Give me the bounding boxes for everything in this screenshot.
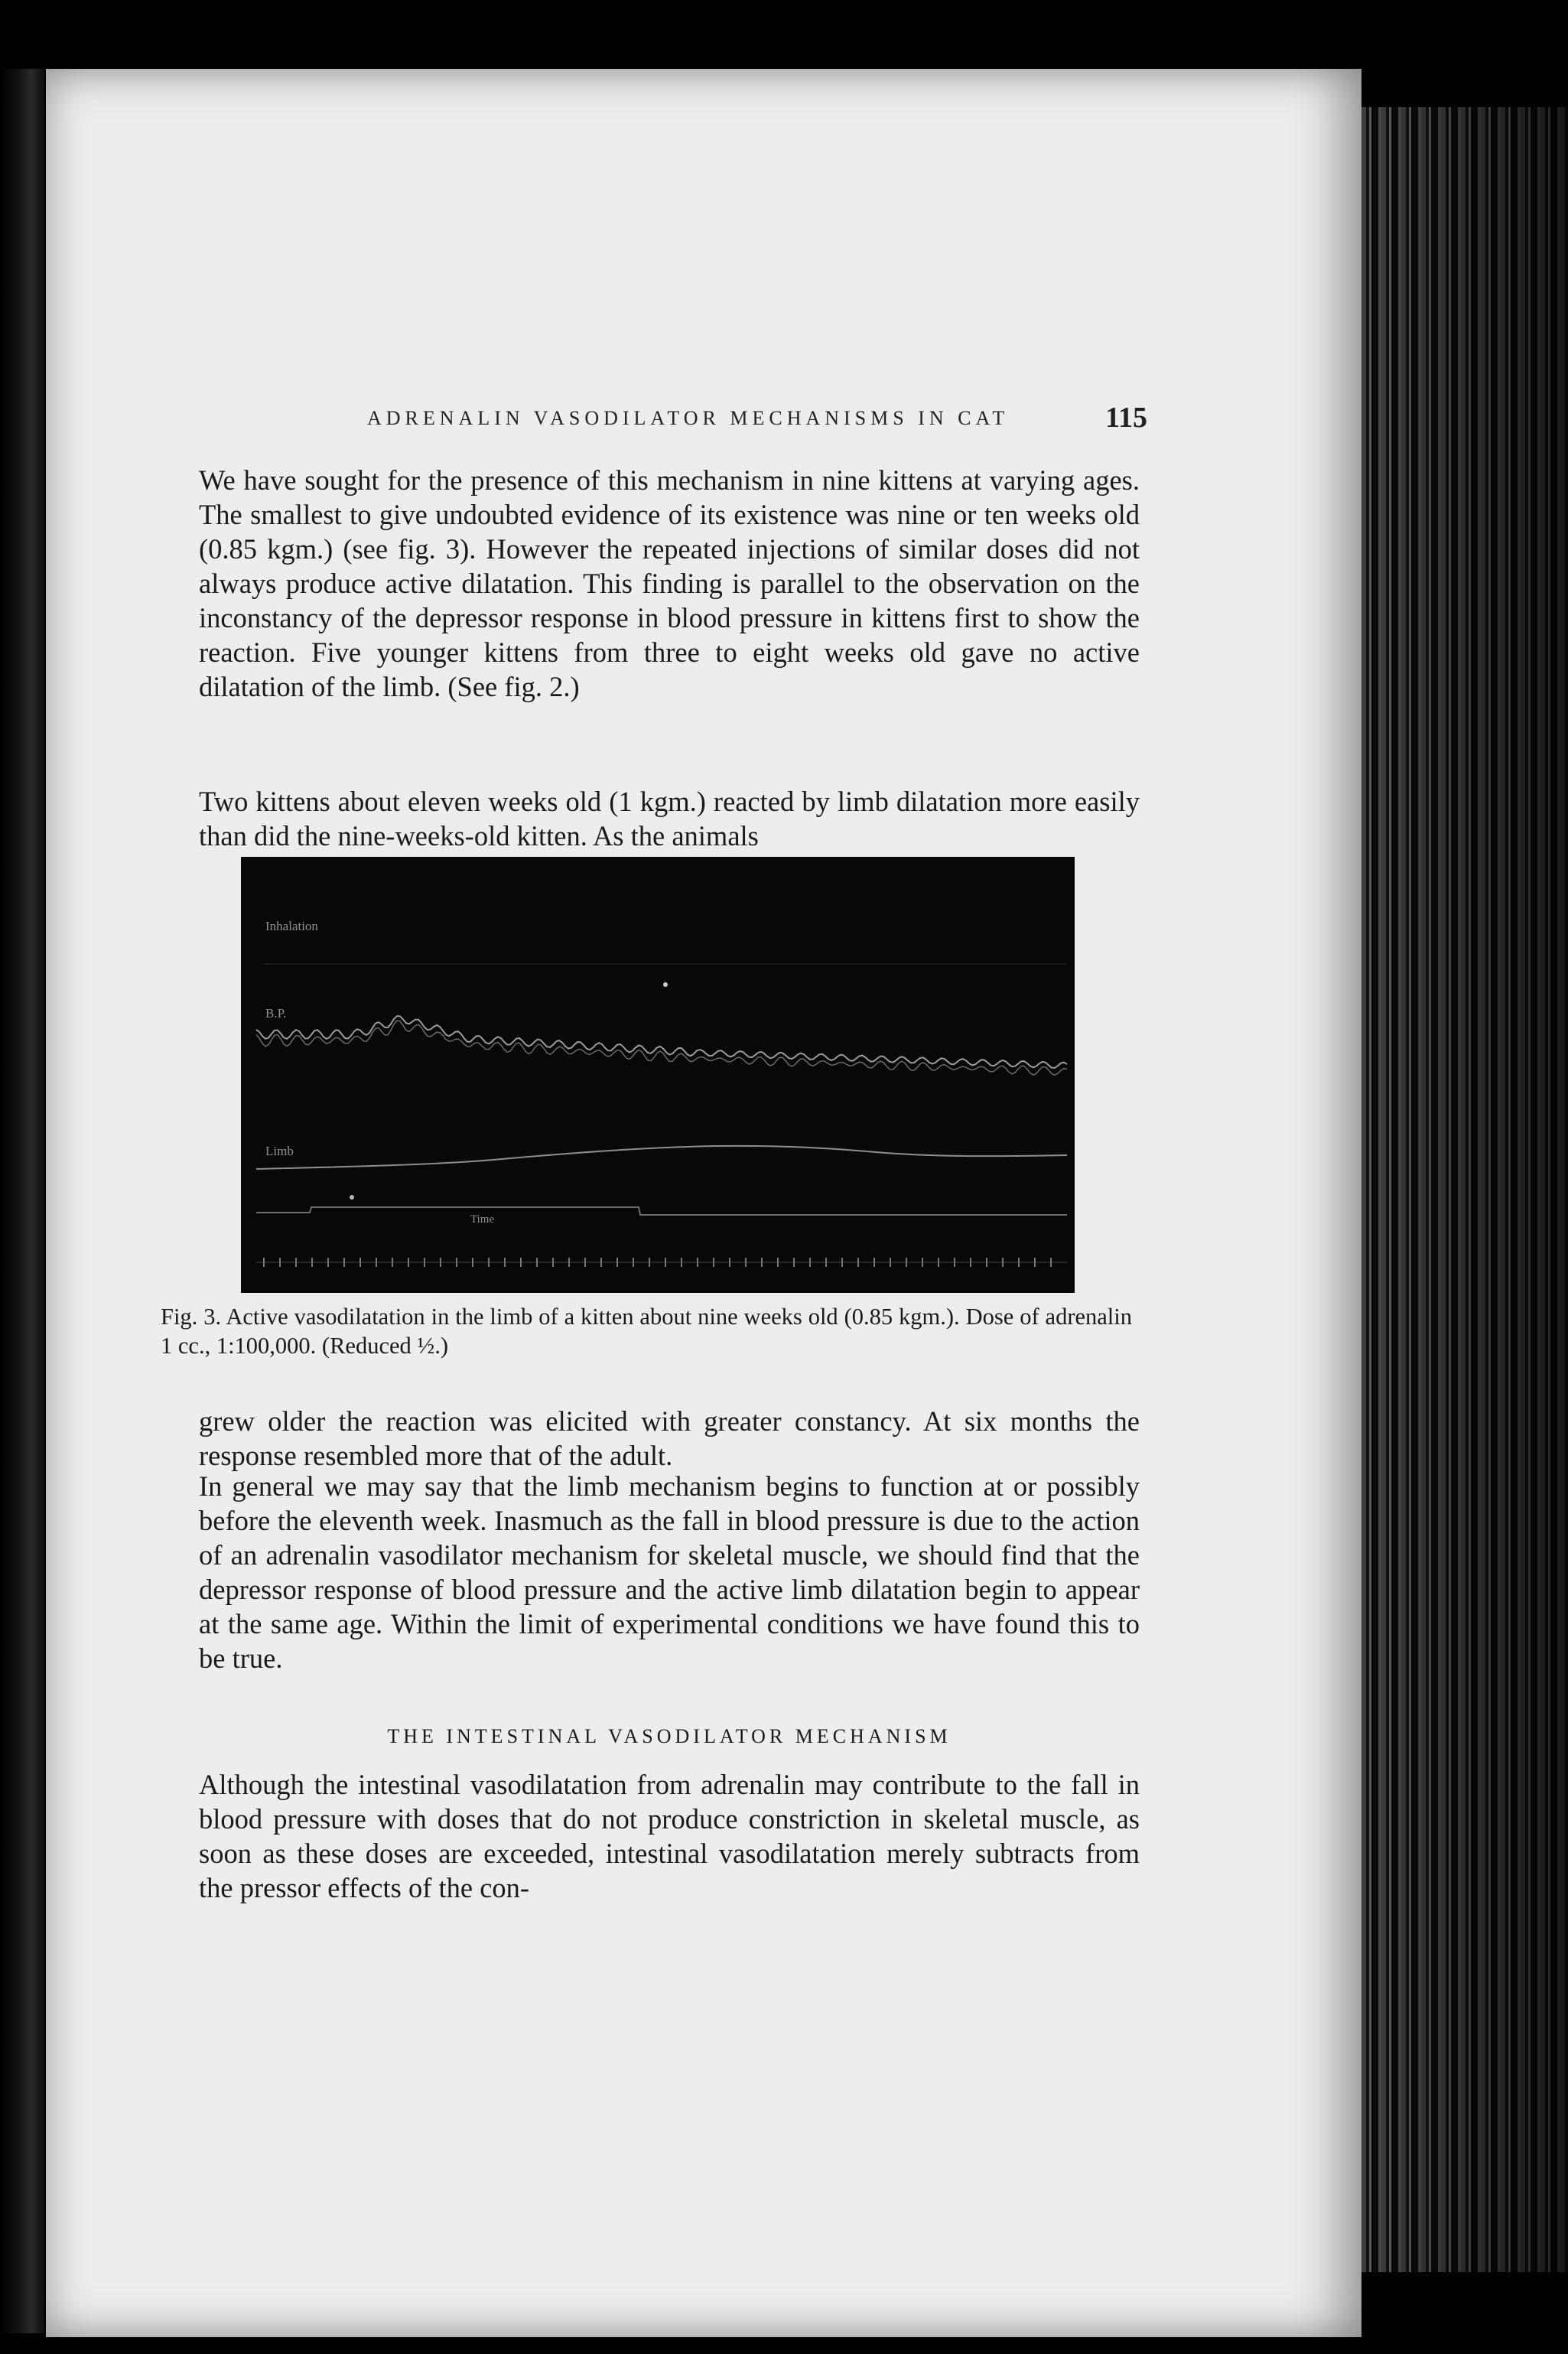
page-number: 115 [1105,402,1147,434]
figure-background [241,857,1075,1293]
book-spine-shadow [0,69,44,2333]
signal-mark [350,1195,354,1200]
paragraph-kittens-search: We have sought for the presence of this mechanism in nine kittens at varying ages. The smallest to give undoubted evidence of its existence was nine or ten weeks old (0.85 kgm.) (see fig. 3). However the repeated injections of similar doses did not always produce active dilatation. This finding is parallel to the observation on the inconstancy of the depressor response in blood pressure in kittens first to show the reaction. Five younger kittens from three to eight weeks old gave no active dilatation of the limb. (See fig. 2.) [199,464,1140,702]
injection-mark [663,982,668,987]
trace-label-bp: B.P. [265,1006,287,1021]
book-page [46,69,1361,2337]
running-head: ADRENALIN VASODILATOR MECHANISMS IN CAT [367,407,1010,429]
book-page-edges [1361,107,1568,2272]
kymograph-figure [241,857,1075,1293]
paragraph-eleven-weeks: Two kittens about eleven weeks old (1 kgm.) reacted by limb dilatation more easily than did the nine-weeks-old kitten. As the animals [199,786,1140,851]
trace-label-limb: Limb [265,1144,294,1158]
trace-label-time: Time [470,1213,495,1226]
kymograph-trace [241,857,1075,1293]
page-header [367,398,1147,436]
paragraph-constancy: grew older the reaction was elicited with greater constancy. At six months the response resembled more that of the adult. [199,1405,1140,1471]
section-heading: THE INTESTINAL VASODILATOR MECHANISM [387,1725,952,1747]
paragraph-limb-mechanism: In general we may say that the limb mechanism begins to function at or possibly before the eleventh week. Inasmuch as the fall in blood pressure is due to the action of an adrenalin vasodilator mechanism for skeletal muscle, we should find that the depressor response of blood pressure and the active limb dilatation begin to appear at the same age. Within the limit of experimental conditions we have found this to be true. [199,1470,1140,1674]
paragraph-intestinal: Although the intestinal vasodilatation from adrenalin may contribute to the fall in blood pressure with doses that do not produce constriction in skeletal muscle, as soon as these doses are exceeded, intestinal vasodilatation merely subtracts from the pressor effects of the con- [199,1769,1140,1903]
trace-label-inhalation: Inhalation [265,919,318,933]
figure-caption: Fig. 3. Active vasodilatation in the limb of a kitten about nine weeks old (0.85 kgm.). Dose of adrenalin 1 cc., 1:100,000. (Reduced ½.) [161,1304,1132,1359]
